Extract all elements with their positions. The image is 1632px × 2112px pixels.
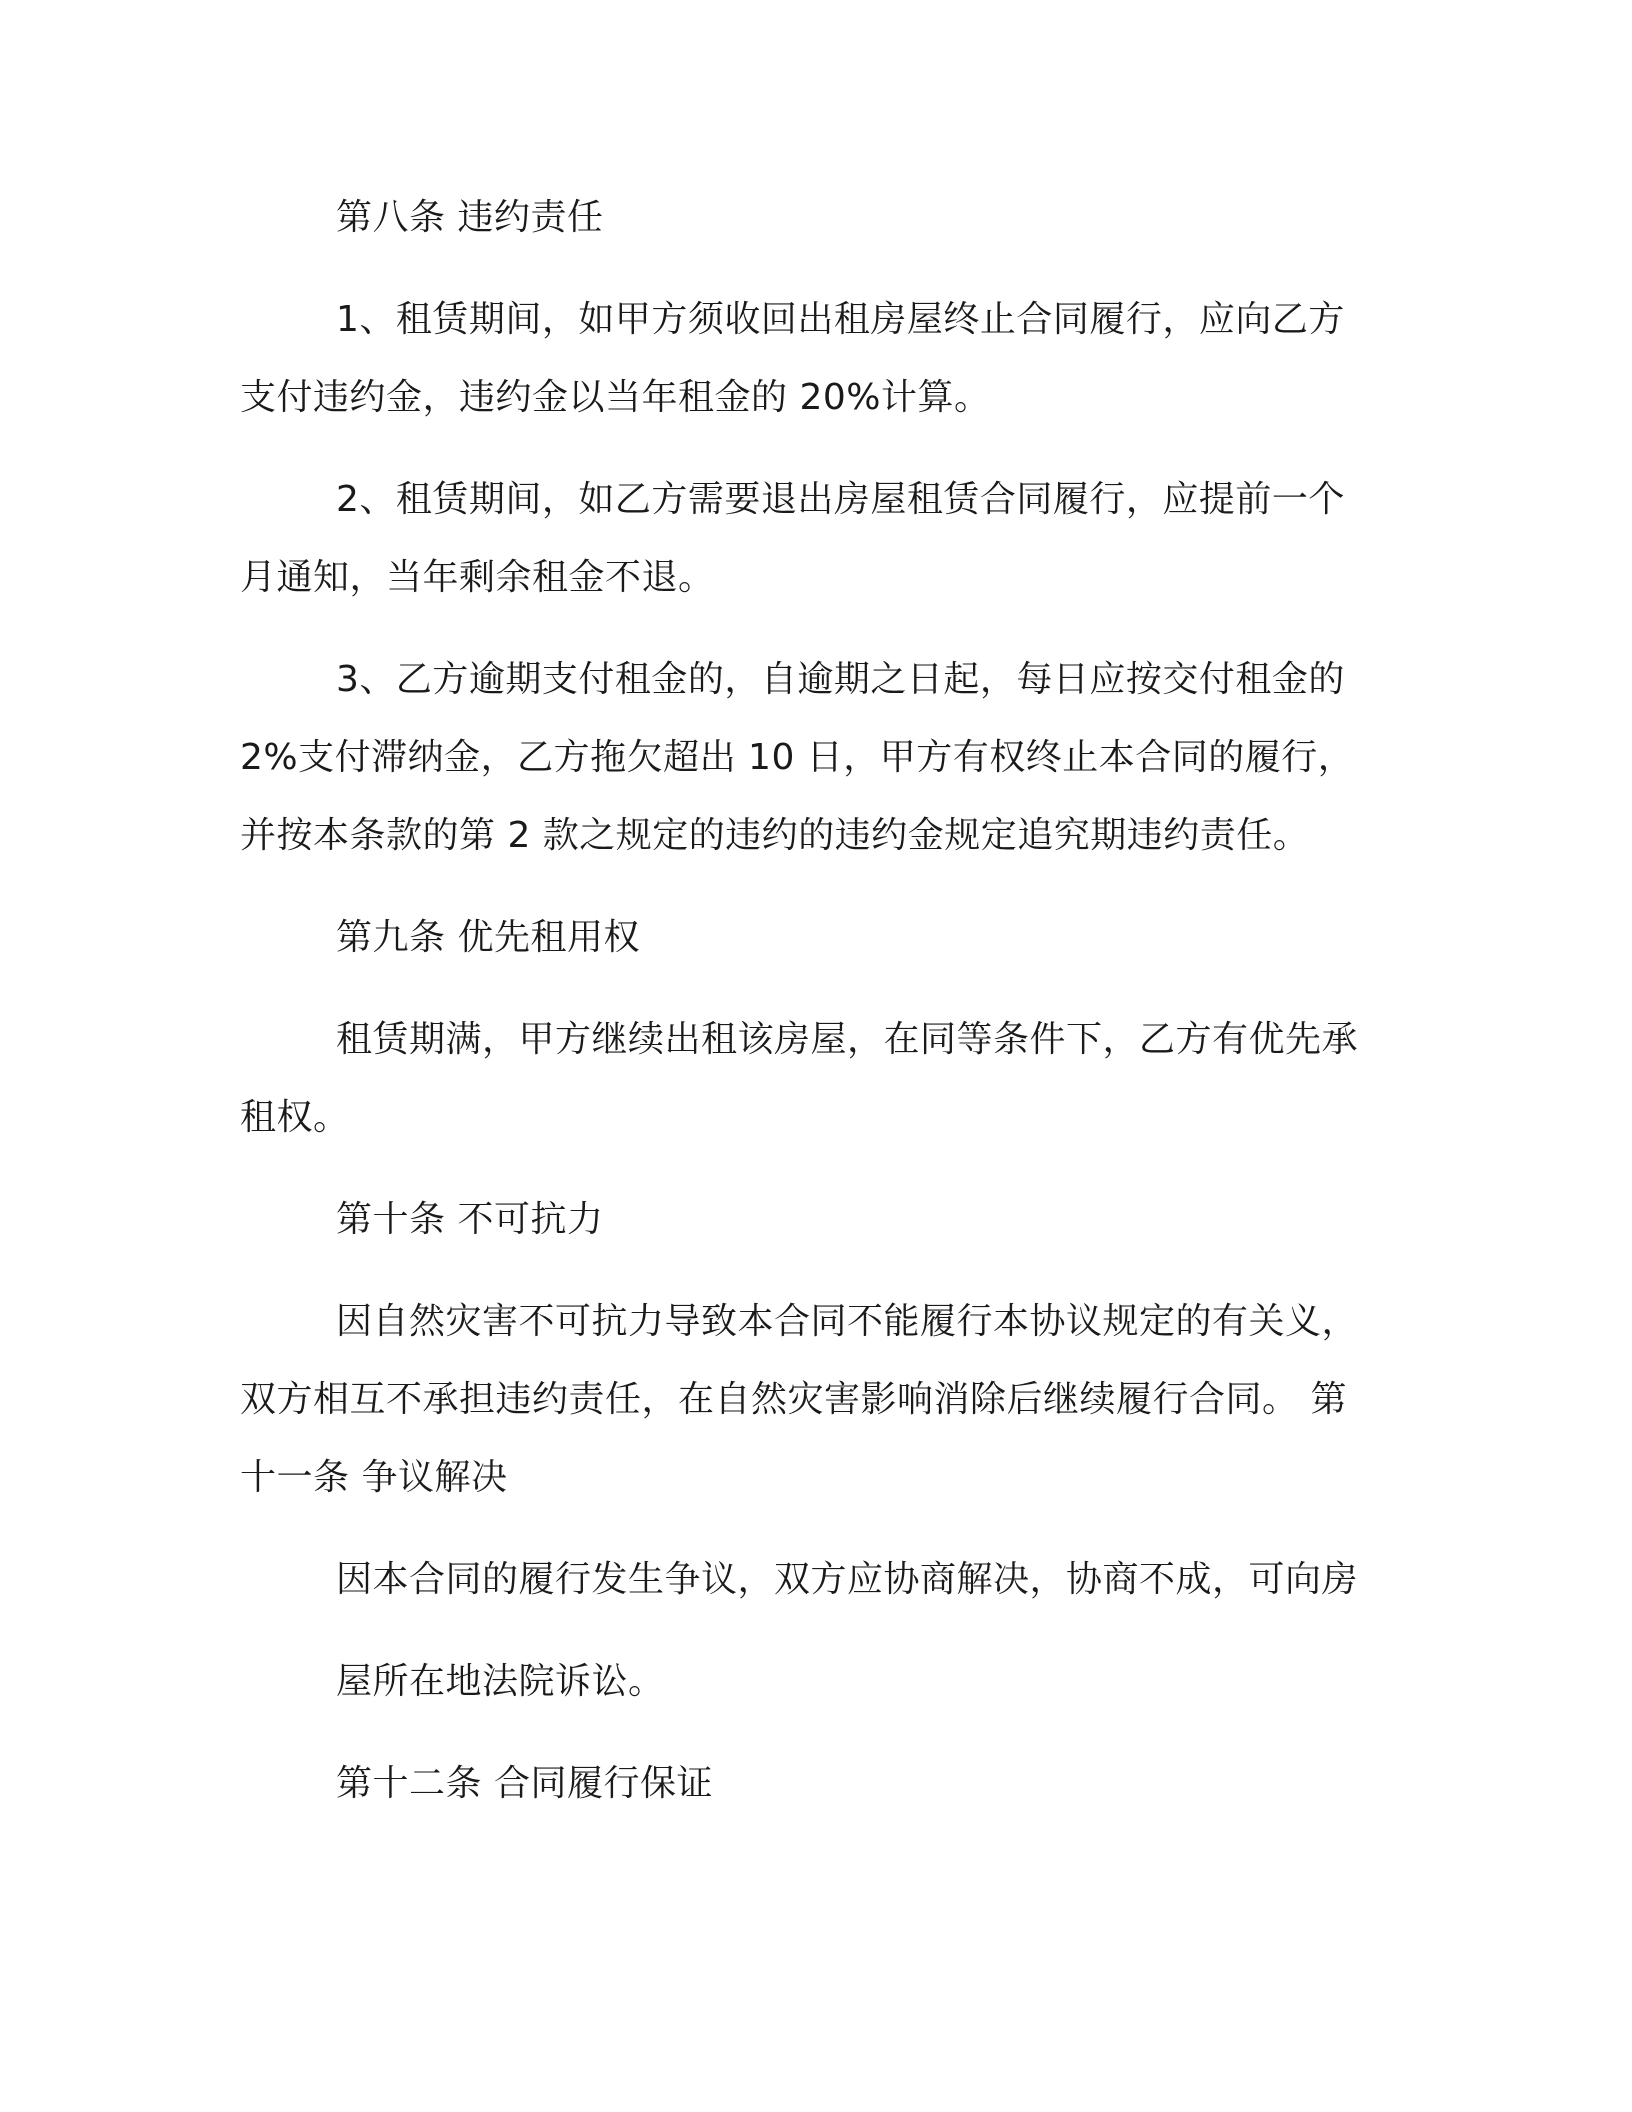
article-12-heading: 第十二条 合同履行保证 bbox=[336, 1763, 713, 1804]
article-9-body-line-1: 租赁期满，甲方继续出租该房屋，在同等条件下，乙方有优先承 bbox=[336, 1019, 1359, 1060]
article-11-heading: 十一条 争议解决 bbox=[240, 1457, 508, 1498]
article-10-body-line-2: 双方相互不承担违约责任，在自然灾害影响消除后继续履行合同。 第 bbox=[240, 1379, 1347, 1420]
article-8-clause-3-line-3: 并按本条款的第 2 款之规定的违约的违约金规定追究期违约责任。 bbox=[240, 815, 1310, 856]
article-9-heading: 第九条 优先租用权 bbox=[336, 917, 640, 958]
article-8-heading: 第八条 违约责任 bbox=[336, 197, 604, 238]
article-11-body-line-2: 屋所在地法院诉讼。 bbox=[336, 1661, 665, 1702]
article-8-clause-2-line-2: 月通知，当年剩余租金不退。 bbox=[240, 557, 715, 598]
article-11-body-line-1: 因本合同的履行发生争议，双方应协商解决，协商不成，可向房 bbox=[336, 1559, 1359, 1600]
article-8-clause-2-line-1: 2、租赁期间，如乙方需要退出房屋租赁合同履行，应提前一个 bbox=[336, 479, 1345, 520]
article-10-heading: 第十条 不可抗力 bbox=[336, 1199, 604, 1240]
article-8-clause-3-line-1: 3、乙方逾期支付租金的，自逾期之日起，每日应按交付租金的 bbox=[336, 659, 1345, 700]
article-8-clause-1-line-1: 1、租赁期间，如甲方须收回出租房屋终止合同履行，应向乙方 bbox=[336, 299, 1345, 340]
article-8-clause-3-line-2: 2%支付滞纳金，乙方拖欠超出 10 日，甲方有权终止本合同的履行， bbox=[240, 737, 1355, 778]
article-9-body-line-2: 租权。 bbox=[240, 1097, 350, 1138]
article-8-clause-1-line-2: 支付违约金，违约金以当年租金的 20%计算。 bbox=[240, 377, 991, 418]
article-10-body-line-1: 因自然灾害不可抗力导致本合同不能履行本协议规定的有关义， bbox=[336, 1301, 1359, 1342]
